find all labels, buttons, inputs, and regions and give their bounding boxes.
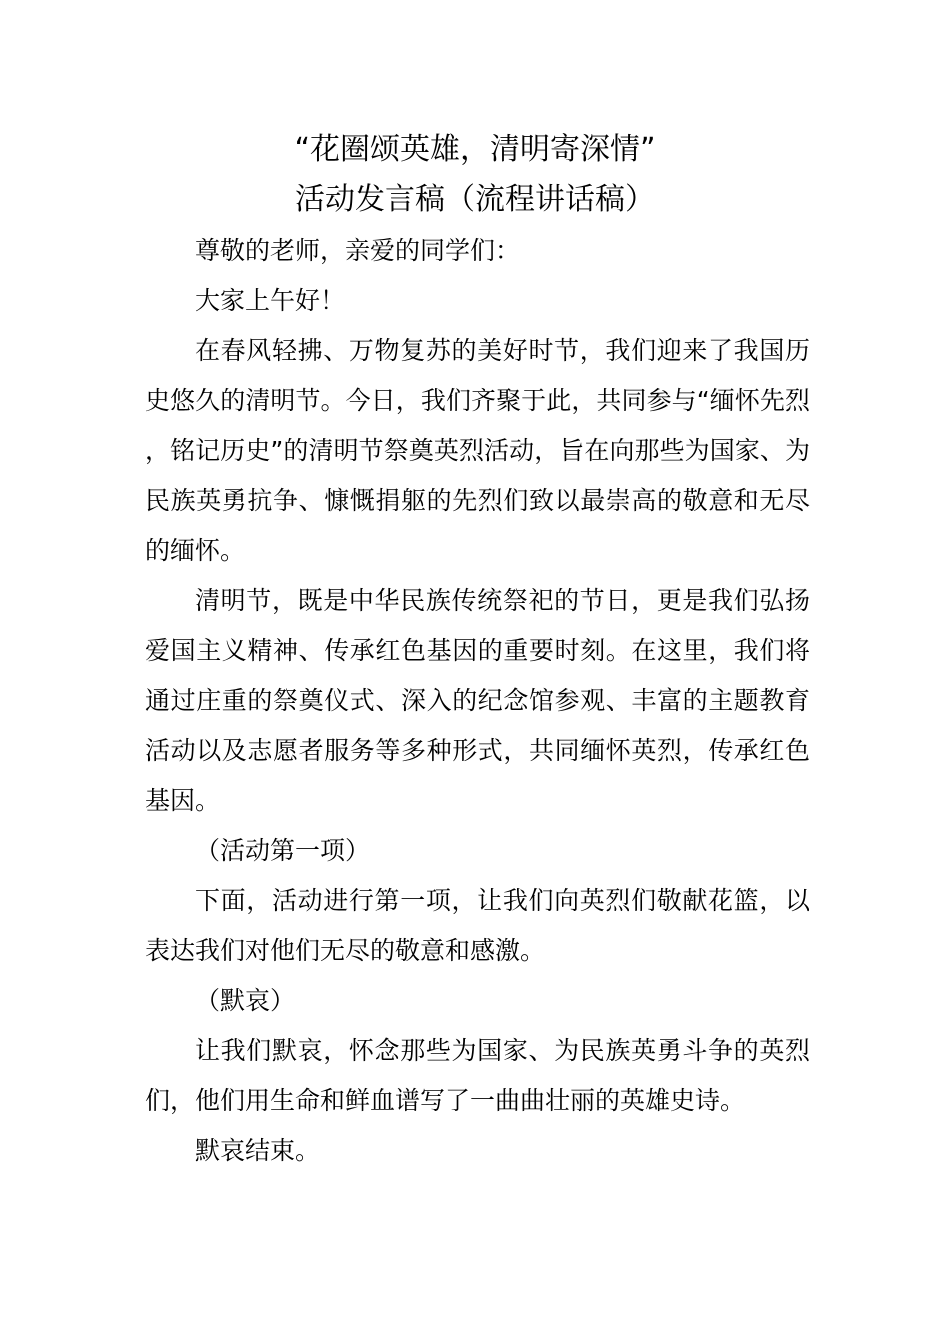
paragraph-item-one: 下面，活动进行第一项，让我们向英烈们敬献花篮，以表达我们对他们无尽的敬意和感激。 (145, 886, 810, 965)
section-heading-item-one: （活动第一项） (195, 836, 371, 865)
section-heading-silence: （默哀） (195, 986, 296, 1015)
document-title-line-2: 活动发言稿（流程讲话稿） (295, 182, 655, 217)
paragraph-silence: 让我们默哀，怀念那些为国家、为民族英勇斗争的英烈们，他们用生命和鲜血谱写了一曲曲壮丽的英雄史诗。 (145, 1036, 810, 1115)
document-title-line-1: “花圈颂英雄，清明寄深情” (294, 132, 656, 167)
document-body (145, 226, 810, 1176)
paragraph-intro: 在春风轻拂、万物复苏的美好时节，我们迎来了我国历史悠久的清明节。今日，我们齐聚于此，共同参与“缅怀先烈，铭记历史”的清明节祭奠英烈活动，旨在向那些为国家、为民族英勇抗争、慷慨捐躯的先烈们致以最崇高的敬意和无尽的缅怀。 (145, 336, 810, 565)
paragraph-silence-end: 默哀结束。 (195, 1136, 321, 1165)
salutation: 尊敬的老师，亲爱的同学们： (195, 236, 521, 265)
greeting: 大家上午好！ (195, 286, 346, 315)
paragraph-qingming: 清明节，既是中华民族传统祭祀的节日，更是我们弘扬爱国主义精神、传承红色基因的重要时刻。在这里，我们将通过庄重的祭奠仪式、深入的纪念馆参观、丰富的主题教育活动以及志愿者服务等多种形式，共同缅怀英烈，传承红色基因。 (145, 586, 810, 815)
